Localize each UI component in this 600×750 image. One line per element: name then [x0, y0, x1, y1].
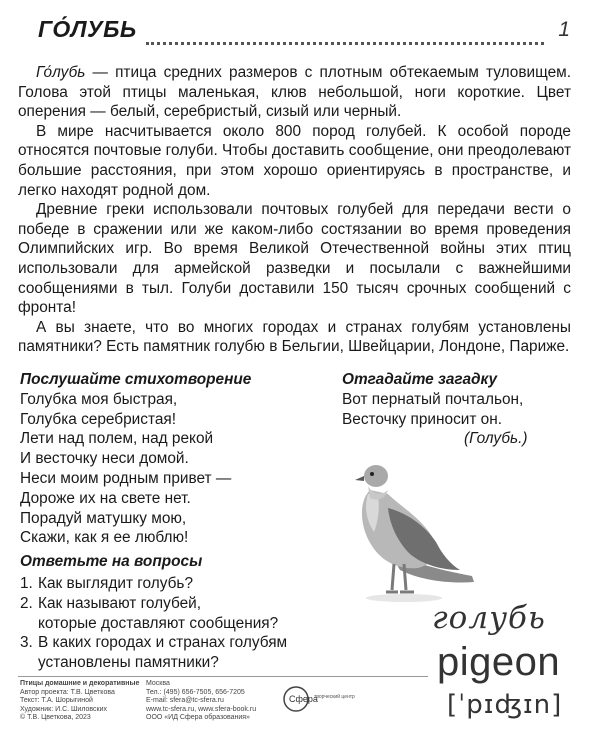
paragraph-text: — птица средних размеров с плотным обтекаемым туловищем. Голова этой птицы маленькая, клюв небольшой, ноги короткие. Цвет оперения — белый, серебристый, сизый или черный. [18, 64, 571, 121]
poem-line: И весточку неси домой. [20, 450, 189, 468]
paragraph-4 [18, 318, 571, 357]
term-lead: Го́лубь [36, 64, 86, 81]
paragraph-text: А вы знаете, что во многих городах и странах голубям установлены памятники? Есть памятник голубю в Бельгии, Швейцарии, Лондоне, Париже. [18, 318, 571, 356]
word-english: pigeon [437, 640, 561, 684]
question-item [20, 594, 320, 634]
pigeon-illustration [348, 458, 478, 606]
poem-line: Порадуй матушку мою, [20, 509, 187, 527]
poem-line: Дороже их на свете нет. [20, 489, 191, 507]
riddle-heading: Отгадайте загадку [342, 371, 498, 388]
logo-subtitle: творческий центр [314, 694, 355, 700]
question-line: Как выглядит голубь? [38, 574, 194, 592]
riddle-line: Весточку приносит он. [342, 410, 503, 428]
paragraph-text: Древние греки использовали почтовых голубей для передачи вести о победе в сражении или же каком-либо состязании во время проведения Олимпийских игр. Во время Великой Отечественной войны этих птиц использовали для армейской разведки и посылали с важнейшими сообщениями в тыл. Голуби доставили 150 тысяч срочных сообщений с фронта! [18, 201, 571, 317]
questions-list [20, 574, 320, 673]
riddle-line: Вот пернатый почтальон, [342, 390, 524, 408]
poem-line: Неси моим родным привет — [20, 469, 232, 487]
poem-line: Скажи, как я ее люблю! [20, 529, 189, 547]
page-number: 1 [558, 18, 570, 41]
question-number: 3. [20, 634, 33, 652]
question-line: Как называют голубей, [38, 594, 202, 612]
sfera-logo [282, 684, 362, 714]
footer-line: Тел.: (495) 656-7505, 656-7205 [146, 688, 245, 696]
poem-line: Голубка серебристая! [20, 410, 177, 428]
paragraph-2 [18, 122, 571, 200]
right-column [342, 370, 582, 449]
dotted-leader [146, 42, 544, 45]
footer-line: © Т.В. Цветкова, 2023 [20, 714, 91, 722]
footer-line: Текст: Т.А. Шорыгиной [20, 697, 93, 705]
question-item [20, 633, 320, 673]
questions-heading: Ответьте на вопросы [20, 553, 203, 571]
word-transcription: [ˈpɪʤɪn] [447, 690, 563, 720]
poem [20, 390, 320, 548]
page-title: ГО́ЛУБЬ [38, 16, 137, 42]
footer-divider [18, 676, 428, 677]
page-header [38, 16, 570, 56]
riddle-answer: (Голубь.) [464, 430, 528, 448]
poem-line: Голубка моя быстрая, [20, 390, 178, 408]
question-line: установлены памятники? [38, 654, 219, 672]
article-text [18, 63, 571, 357]
footer-line: Москва [146, 680, 170, 687]
footer-line: www.tc-sfera.ru, www.sfera-book.ru [146, 705, 257, 713]
question-number: 2. [20, 594, 33, 612]
footer-credits [20, 680, 139, 723]
footer-line: ООО «ИД Сфера образования» [146, 714, 250, 722]
footer-line: Автор проекта: Т.В. Цветкова [20, 688, 115, 696]
word-russian: голубь [432, 600, 546, 636]
poem-heading: Послушайте стихотворение [20, 371, 252, 388]
left-column [20, 370, 320, 673]
poem-line: Лети над полем, над рекой [20, 430, 214, 448]
footer-series: Птицы домашние и декоративные [20, 680, 140, 687]
question-item [20, 574, 320, 594]
footer-line: E-mail: sfera@tc-sfera.ru [146, 697, 224, 705]
footer-contacts [146, 680, 256, 723]
paragraph-3 [18, 200, 571, 318]
question-line: В каких городах и странах голубям [38, 634, 288, 652]
paragraph-1 [18, 63, 571, 122]
question-number: 1. [20, 574, 33, 592]
question-line: которые доставляют сообщения? [38, 614, 279, 632]
footer-line: Художник: И.С. Шиловских [20, 705, 108, 713]
logo-text: Сфера [289, 694, 318, 704]
paragraph-text: В мире насчитывается около 800 пород голубей. К особой породе относятся почтовые голуби. Чтобы доставить сообщение, они преодолевают большие расстояния, при этом хорошо ориентируясь в пространстве, и легко находят родной дом. [18, 122, 571, 199]
